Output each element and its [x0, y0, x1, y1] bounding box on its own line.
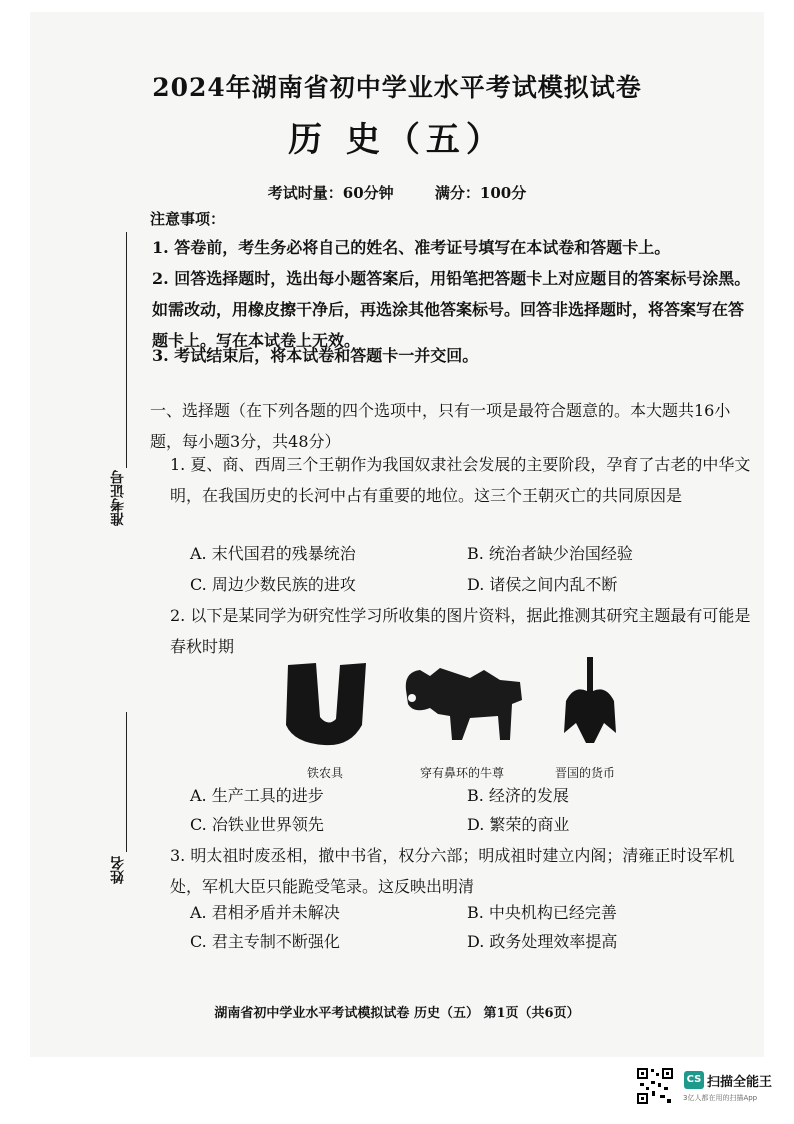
image-caption: 铁农具 [307, 766, 344, 780]
exam-time: 考试时量：60分钟 [267, 184, 394, 202]
option-1d: D. 诸侯之间内乱不断 [467, 575, 618, 594]
app-name: 扫描全能王 [707, 1075, 773, 1090]
qr-code-icon [636, 1067, 674, 1105]
question-3-stem: 3. 明太祖时废丞相，撤中书省，权分六部；明成祖时建立内阁；清雍正时设军机处，军机大臣只能跪受笔录。这反映出明清 [170, 846, 735, 896]
notice-item: 3. 考试结束后，将本试卷和答题卡一并交回。 [152, 346, 479, 365]
question-1-stem: 1. 夏、商、西周三个王朝作为我国奴隶社会发展的主要阶段，孕育了古老的中华文明，在我国历史的长河中占有重要的地位。这三个王朝灭亡的共同原因是 [170, 455, 751, 505]
option-3c: C. 君主专制不断强化 [190, 932, 340, 951]
notice-item: 1. 答卷前，考生务必将自己的姓名、准考证号填写在本试卷和答题卡上。 [152, 238, 671, 257]
exam-number-label: 准考证号 [110, 470, 126, 526]
margin-line-top [126, 232, 127, 468]
option-3b: B. 中央机构已经完善 [467, 903, 617, 922]
section-heading: 一、选择题（在下列各题的四个选项中，只有一项是最符合题意的。本大题共16小题，每小题3分，共48分） [150, 401, 731, 451]
option-3a: A. 君相矛盾并未解决 [190, 903, 340, 922]
margin-line-bottom [126, 712, 127, 852]
notice-heading: 注意事项： [150, 210, 226, 228]
image-caption: 穿有鼻环的牛尊 [420, 766, 505, 780]
iron-farm-tool-image [280, 655, 380, 750]
option-2a: A. 生产工具的进步 [190, 786, 324, 805]
option-1a: A. 末代国君的残暴统治 [190, 544, 356, 563]
jin-coin-image [560, 655, 620, 750]
option-3d: D. 政务处理效率提高 [467, 932, 618, 951]
page-footer: 湖南省初中学业水平考试模拟试卷 历史（五） 第1页（共6页） [214, 1006, 580, 1021]
exam-title: 2024年湖南省初中学业水平考试模拟试卷 [152, 73, 642, 102]
option-1c: C. 周边少数民族的进攻 [190, 575, 356, 594]
option-2b: B. 经济的发展 [467, 786, 569, 805]
option-1b: B. 统治者缺少治国经验 [467, 544, 633, 563]
name-label: 姓名 [110, 856, 126, 884]
ox-zun-vessel-image [400, 660, 525, 745]
subject-title: 历 史（五） [288, 120, 506, 160]
notice-item: 2. 回答选择题时，选出每小题答案后，用铅笔把答题卡上对应题目的答案标号涂黑。如需改动，用橡皮擦干净后，再选涂其他答案标号。回答非选择题时，将答案写在答题卡上。写在本试卷上无效。 [152, 269, 751, 350]
image-caption: 晋国的货币 [555, 766, 616, 780]
option-2c: C. 冶铁业世界领先 [190, 815, 324, 834]
exam-info [0, 182, 794, 203]
cs-logo-icon: CS [684, 1071, 704, 1089]
app-slogan: 3亿人都在用的扫描App [683, 1094, 758, 1102]
question-2-stem: 2. 以下是某同学为研究性学习所收集的图片资料，据此推测其研究主题最有可能是春秋时期 [170, 606, 751, 656]
exam-score: 满分：100分 [434, 184, 527, 202]
option-2d: D. 繁荣的商业 [467, 815, 570, 834]
